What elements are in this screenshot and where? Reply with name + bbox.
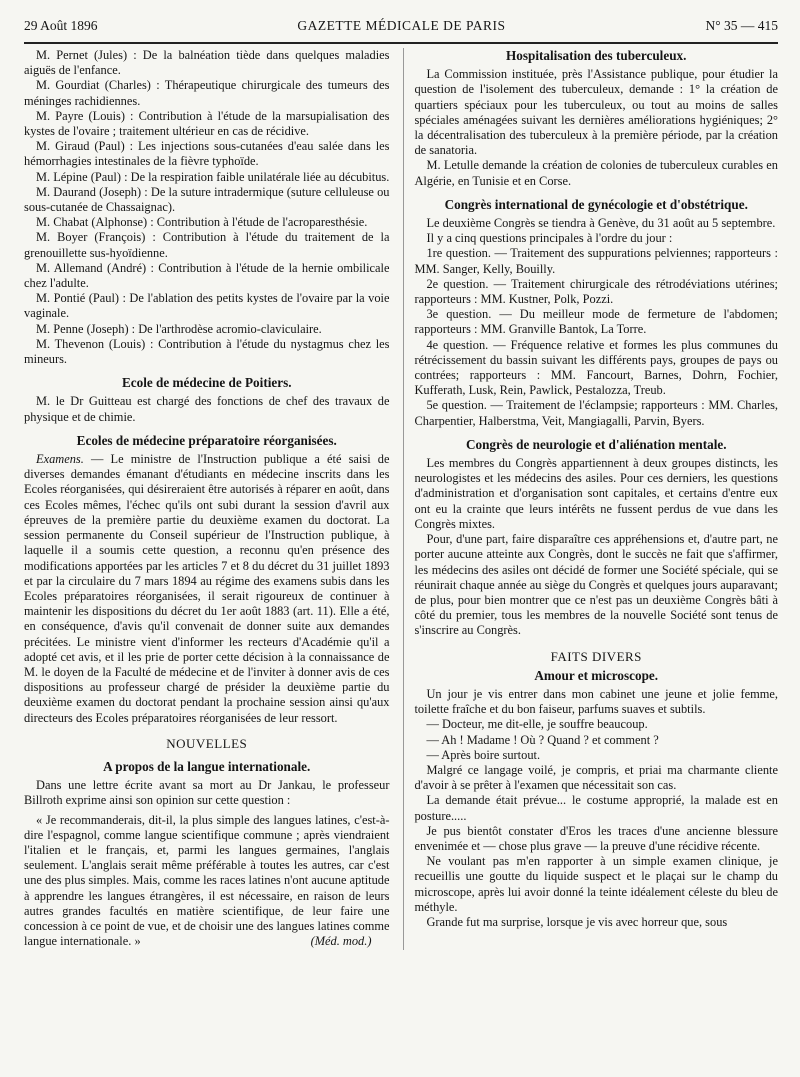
nouvelles-heading: NOUVELLES <box>166 735 248 751</box>
amour-paragraph: Ne voulant pas m'en rapporter à un simple examen clinique, je recueillis une goutte du liquide suspect et le plaçai sur le champ du microscope, après lui avoir donné la teinte idéalement céleste du bleu de méthyle. <box>414 854 778 914</box>
thesis-entry: M. Daurand (Joseph) : De la suture intradermique (suture celluleuse ou sous-cutanée de Chassaignac). <box>24 184 390 215</box>
thesis-entry: M. Thevenon (Louis) : Contribution à l'étude du nystagmus chez les mineurs. <box>24 336 390 367</box>
thesis-entry: M. Allemand (André) : Contribution à l'étude de la hernie ombilicale chez l'adulte. <box>24 260 390 291</box>
gyn-paragraph-2: Il y a cinq questions principales à l'ordre du jour : <box>426 231 673 246</box>
thesis-entry: M. Pernet (Jules) : De la balnéation tiède dans quelques maladies aiguës de l'enfance. <box>24 48 390 78</box>
thesis-entry: M. Boyer (François) : Contribution à l'étude du traitement de la grenouillette sus-hyoïdienne. <box>24 230 390 260</box>
header-rule <box>24 42 778 44</box>
section-heading-neurologie: Congrès de neurologie et d'aliénation mentale. <box>465 436 727 452</box>
thesis-entry: M. Penne (Joseph) : De l'arthrodèse acromio-claviculaire. <box>36 321 322 336</box>
header-date: 29 Août 1896 <box>24 18 98 33</box>
running-header <box>24 18 778 40</box>
neuro-paragraph-2: Pour, d'une part, faire disparaître ces appréhensions et, d'autre part, ne porter aucune atteinte aux Congrès, dont le succès ne fait que s'affirmer, les médecins des asiles ont décidé de former une Société spéciale, qui se réunirait chaque année au siège du Congrès et quelques jours auparavant; de plus, pour bien montrer que ce n'est pas un deuxième Congrès bâti à côté du premier, tous les membres de la nouvelle Société sont tenus de s'inscrire au Congrès. <box>414 532 778 638</box>
quote-source: (Méd. mod.) <box>310 934 372 949</box>
gyn-paragraph-1: Le deuxième Congrès se tiendra à Genève, du 31 août au 5 septembre. <box>426 216 776 231</box>
left-column <box>24 48 389 950</box>
thesis-entry: M. Pontié (Paul) : De l'ablation des petits kystes de l'ovaire par la voie vaginale. <box>24 291 390 321</box>
right-column <box>403 48 778 950</box>
amour-paragraph: Grande fut ma surprise, lorsque je vis avec horreur que, sous <box>426 914 728 929</box>
gyn-question-3: 3e question. — Du meilleur mode de fermeture de l'abdomen; rapporteurs : MM. Granville Bantok, La Torre. <box>414 307 778 337</box>
amour-paragraph: Un jour je vis entrer dans mon cabinet une jeune et jolie femme, toilette fraîche et du bon faiseur, parfums suaves et subtils. <box>414 686 778 717</box>
thesis-entry: M. Chabat (Alphonse) : Contribution à l'étude de l'acroparesthésie. <box>36 215 368 230</box>
gyn-question-1: 1re question. — Traitement des suppurations pelviennes; rapporteurs : MM. Sanger, Kelly, Bouilly. <box>414 246 778 276</box>
section-heading-gynecologie: Congrès international de gynécologie et d'obstétrique. <box>444 196 748 212</box>
poitiers-paragraph: M. le Dr Guitteau est chargé des fonctions de chef des travaux de physique et de chimie. <box>24 394 390 424</box>
amour-paragraph: Je pus bientôt constater d'Eros les traces d'une ancienne blessure envenimée et — chose plus grave — la preuve d'une récidive récente. <box>414 823 778 853</box>
amour-paragraph: — Ah ! Madame ! Où ? Quand ? et comment ? <box>426 732 659 747</box>
amour-paragraph: — Docteur, me dit-elle, je souffre beaucoup. <box>426 717 648 732</box>
page-number: N° 35 — 415 <box>705 18 778 33</box>
journal-title: GAZETTE MÉDICALE DE PARIS <box>297 18 506 33</box>
thesis-entry: M. Payre (Louis) : Contribution à l'étude de la marsupialisation des kystes de l'ovaire ; traitement ultérieur en cas de récidive. <box>24 108 390 139</box>
hosp-paragraph-2: M. Letulle demande la création de colonies de tuberculeux curables en Algérie, en Tunisie et en Corse. <box>414 158 778 188</box>
amour-paragraph: — Après boire surtout. <box>426 747 541 762</box>
section-heading-ecoles: Ecoles de médecine préparatoire réorganisées. <box>76 432 337 448</box>
billroth-quote: « Je recommanderais, dit-il, la plus simple des langues latines, c'est-à-dire l'espagnol, comme langue scientifique commune ; après viendraient l'italien et le français, et, parmi les langues germaines, l'anglais seulement. L'anglais serait même préférable à toutes les autres, car c'est une des plus simples. Mais, comme les races latines n'ont aucune aptitude à apprendre les langues étrangères, il est nécessaire, en raison de leurs autres grandes facultés en matière scientifique, de leur faire une concession à ce point de vue, et de choisir une des langues latines comme langue internationale. » <box>24 812 390 949</box>
section-heading-amour: Amour et microscope. <box>534 667 659 683</box>
section-heading-poitiers: Ecole de médecine de Poitiers. <box>121 375 292 391</box>
section-heading-hospitalisation: Hospitalisation des tuberculeux. <box>506 48 687 63</box>
ecoles-lead: Examens. <box>36 452 84 467</box>
thesis-entry: M. Lépine (Paul) : De la respiration faible unilatérale liée au décubitus. <box>36 169 390 184</box>
gyn-question-4: 4e question. — Fréquence relative et formes les plus communes du rétrécissement du bassin suivant les différents pays, groupes de pays ou contrées; rapporteurs : MM. Fancourt, Barnes, Dohrn, Fochier, Kufferath, Lusk, Rein, Pawlick, Pestalozza, Treub. <box>414 337 778 398</box>
gyn-question-2: 2e question. — Traitement chirurgicale des rétrodéviations utérines; rapporteurs : MM. Kustner, Polk, Pozzi. <box>414 276 778 307</box>
thesis-entry: M. Gourdiat (Charles) : Thérapeutique chirurgicale des tumeurs des méninges rachidiennes. <box>24 78 390 108</box>
theses-list <box>24 48 389 367</box>
langue-intro: Dans une lettre écrite avant sa mort au Dr Jankau, le professeur Billroth exprime ainsi son opinion sur cette question : <box>24 778 390 808</box>
ecoles-body: — Le ministre de l'Instruction publique a été saisi de diverses demandes émanant d'étudiants en médecine inscrits dans les Ecoles réorganisées, qui désireraient être autorisés à réparer en août, dans ces Ecoles mêmes, l'échec qu'ils ont subi durant la session d'avril aux épreuves de la première partie du deuxième examen du doctorat. La session permanente du Conseil supérieur de l'Instruction publique, à laquelle il a soumis cette question, a reconnu qu'en présence des modifications apportées par les articles 7 et 8 du décret du 31 juillet 1893 et par la circulaire du 7 mars 1894 au régime des examens subis dans les Ecoles préparatoires réorganisées, il serait rigoureux de continuer à maintenir les dispositions du décret du 1er août 1883 (art. 11). Elle a été, en conséquence, d'avis qu'il convenait de donner suite aux demandes précitées. Le ministre vient d'informer les recteurs d'Académie qu'il a adopté cet avis, et il les prie de porter cette décision à la connaissance de M. le doyen de la Faculté de médecine et de l'inviter à donner avis de ces dispositions au professeur chargé de présider la deuxième partie du deuxième examen du doctorat pendant la prochaine session ainsi qu'aux directeurs des Ecoles préparatoires réorganisées de leur ressort. <box>24 452 390 725</box>
section-heading-langue: A propos de la langue internationale. <box>103 758 311 774</box>
gyn-question-5: 5e question. — Traitement de l'éclampsie; rapporteurs : MM. Charles, Charpentier, Halberstma, Veit, Mangiagalli, Parvin, Byers. <box>414 398 778 428</box>
ecoles-paragraph <box>24 452 389 726</box>
amour-paragraph: Malgré ce langage voilé, je compris, et priai ma charmante cliente d'avoir à se prêter à l'examen que nécessitait son cas. <box>414 762 778 793</box>
neuro-paragraph-1: Les membres du Congrès appartiennent à deux groupes distincts, les neurologistes et les médecins des asiles. Pour ces derniers, les questions d'administration et d'organisation sont capitales, et certains d'entre eux ont eu la crainte que leurs intérêts ne fussent perdus de vue dans les Congrès mixtes. <box>414 456 778 531</box>
faits-divers-heading: FAITS DIVERS <box>550 648 642 664</box>
thesis-entry: M. Giraud (Paul) : Les injections sous-cutanées d'eau salée dans les hémorrhagies intestinales de la fièvre typhoïde. <box>24 139 390 169</box>
amour-paragraph: La demande était prévue... le costume approprié, la malade est en posture..... <box>414 793 778 823</box>
hosp-paragraph-1: La Commission instituée, près l'Assistance publique, pour étudier la question de l'isolement des tuberculeux, demande : 1° la création de quartiers spéciaux pour les tuberculeux, ou tout au moins de salles spéciales aménagées suivant les dernières améliorations hygiéniques; 2° la décentralisation des tuberculeux à la première période, par la création de sanatoria. <box>414 67 778 158</box>
